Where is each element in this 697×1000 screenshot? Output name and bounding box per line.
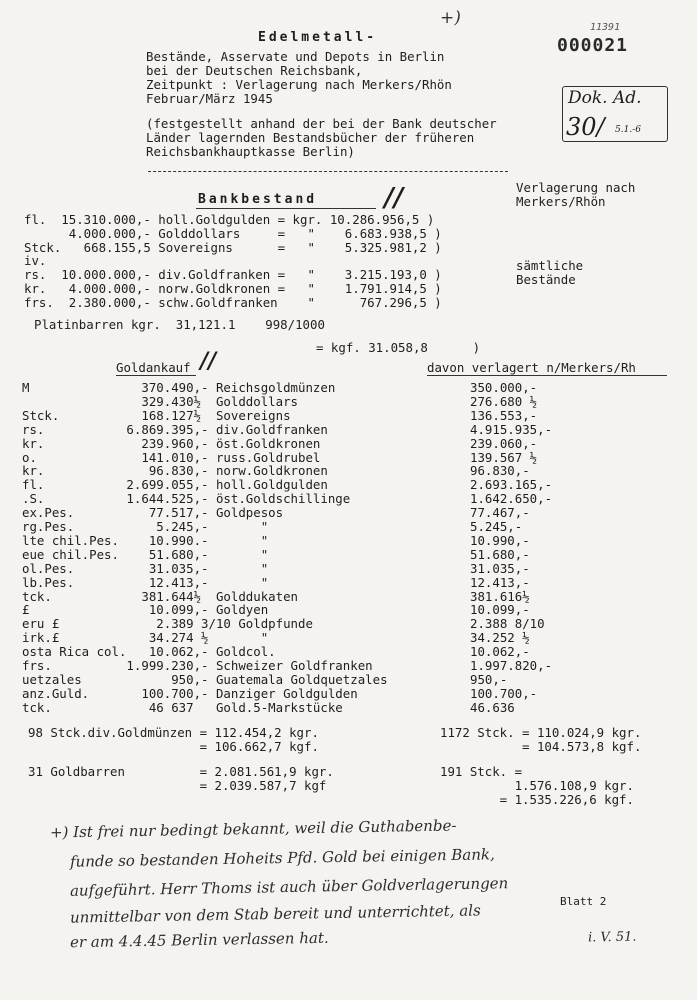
verlagert-row: 100.700,- [470,685,538,701]
dok-stamp-line1: Dok. Ad. [568,88,642,108]
bestaende-note: sämtliche [516,258,584,273]
bestaende-note: Bestände [516,272,576,287]
sum-left-line: = 2.039.587,7 kgf [28,778,327,793]
note-line: (festgestellt anhand der bei der Bank deutscher [146,116,497,131]
platin-row: Platinbarren kgr. 31,121.1 998/1000 [34,317,325,332]
goldankauf-row: lb.Pes. 12.413,- " [22,574,269,590]
goldankauf-mark: // [200,348,217,374]
handwritten-line: er am 4.4.45 Berlin verlassen hat. [69,928,329,952]
verlagert-underline [427,375,667,376]
note-line: Länder lagernden Bestandsbücher der früheren [146,130,475,145]
bank-row: fl. 15.310.000,- holl.Goldgulden = kgr. 10.286.956,5 ) [24,212,435,227]
goldankauf-row: Stck. 168.127½ Sovereigns [22,407,291,423]
subtitle-line: Bestände, Asservate und Depots in Berlin [146,49,445,64]
bank-row: rs. 10.000.000,- div.Goldfranken = " 3.215.193,0 ) [24,267,442,282]
verlagert-row: 5.245,- [470,519,523,534]
goldankauf-row: osta Rica col. 10.062,- Goldcol. [22,644,276,660]
verlagert-row: 1.642.650,- [470,491,553,507]
note-line: Reichsbankhauptkasse Berlin) [146,144,355,159]
verlagert-row: 2.388 8/10 [470,616,545,632]
goldankauf-row: rs. 6.869.395,- div.Goldfranken [22,421,328,437]
verlagert-row: 46.636 [470,699,515,715]
bankbestand-mark: // [384,183,403,213]
goldankauf-row: rg.Pes. 5.245,- " [22,519,269,534]
verlagerung-heading: Merkers/Rhön [516,194,606,209]
goldankauf-title: Goldankauf [116,360,191,375]
sum-right-line: 1172 Stck. = 110.024,9 kgr. [440,725,642,740]
goldankauf-underline [116,375,196,376]
goldankauf-row: uetzales 950,- Guatemala Goldquetzales [22,671,388,687]
handwritten-marker: +) [440,8,461,28]
verlagert-row: 239.060,- [470,435,538,451]
bank-total: = kgf. 31.058,8 ) [316,340,481,355]
goldankauf-row: frs. 1.999.230,- Schweizer Goldfranken [22,658,373,673]
goldankauf-row: tck. 46 637 Gold.5-Markstücke [22,699,343,715]
goldankauf-row: tck. 381.644½ Golddukaten [22,588,299,604]
verlagerung-heading: Verlagerung nach [516,180,636,195]
verlagert-row: 2.693.165,- [470,477,553,493]
verlagert-row: 276.680 ½ [470,393,538,409]
subtitle-line: Zeitpunkt : Verlagerung nach Merkers/Rhön [146,77,452,92]
goldankauf-row: eru £ 2.389 3/10 Goldpfunde [22,616,313,632]
handwritten-line: +) Ist frei nur bedingt bekannt, weil die Guthabenbe- [49,816,457,842]
verlagert-row: 350.000,- [470,380,538,395]
goldankauf-row: M 370.490,- Reichsgoldmünzen [22,380,336,395]
goldankauf-row: o. 141.010,- russ.Goldrubel [22,449,321,465]
subtitle-line: Februar/März 1945 [146,91,273,106]
goldankauf-row: lte chil.Pes. 10.990.- " [22,532,269,548]
bank-row: 4.000.000,- Golddollars = " 6.683.938,5 ) [24,226,442,241]
goldankauf-row: fl. 2.699.055,- holl.Goldgulden [22,477,328,493]
archive-stamp-small: 11391 [590,22,621,33]
verlagert-row: 136.553,- [470,407,538,423]
sum-right-line: 1.576.108,9 kgr. [440,778,634,793]
goldankauf-row: irk.£ 34.274 ½ " [22,630,269,646]
verlagert-row: 10.062,- [470,644,530,660]
handwritten-line: unmittelbar von dem Stab bereit und unterrichtet, als [69,901,481,927]
goldankauf-row: .S. 1.644.525,- öst.Goldschillinge [22,491,351,507]
goldankauf-row: 329.430½ Golddollars [22,393,299,409]
verlagert-row: 139.567 ½ [470,449,538,465]
goldankauf-row: ex.Pes. 77.517,- Goldpesos [22,505,284,521]
verlagert-row: 51.680,- [470,546,530,562]
goldankauf-row: eue chil.Pes. 51.680,- " [22,546,269,562]
section-divider [148,171,508,172]
verlagert-row: 381.616½ [470,588,530,604]
bankbestand-title: Bankbestand [198,192,318,207]
goldankauf-row: £ 10.099,- Goldyen [22,602,269,618]
dok-stamp-box [562,86,668,142]
bank-row: frs. 2.380.000,- schw.Goldfranken " 767.296,5 ) [24,295,442,310]
verlagert-row: 950,- [470,671,508,687]
verlagert-row: 31.035,- [470,560,530,576]
archive-stamp-number: 000021 [557,35,629,56]
sum-left-line: = 106.662,7 kgf. [28,739,319,754]
bank-row: iv. [24,253,47,268]
dok-stamp-line3: 5.1.-6 [615,125,641,135]
goldankauf-row: kr. 96.830,- norw.Goldkronen [22,463,328,479]
goldankauf-row: ol.Pes. 31.035,- " [22,560,269,576]
goldankauf-row: kr. 239.960,- öst.Goldkronen [22,435,321,451]
verlagert-row: 77.467,- [470,505,530,521]
verlagert-title: davon verlagert n/Merkers/Rh [427,360,636,375]
document-title: Edelmetall- [258,30,378,45]
verlagert-row: 1.997.820,- [470,658,553,673]
handwritten-line: funde so bestanden Hoheits Pfd. Gold bei einigen Bank, [69,845,495,871]
handwritten-line: aufgeführt. Herr Thoms ist auch über Goldverlagerungen [69,874,509,900]
sum-left-line: 31 Goldbarren = 2.081.561,9 kgr. [28,764,334,779]
verlagert-row: 10.990,- [470,532,530,548]
verlagert-row: 34.252 ½ [470,630,530,646]
verlagert-row: 12.413,- [470,574,530,590]
verlagert-row: 4.915.935,- [470,421,553,437]
handwritten-initials: i. V. 51. [587,929,637,946]
sum-right-line: = 104.573,8 kgf. [440,739,642,754]
subtitle-line: bei der Deutschen Reichsbank, [146,63,363,78]
sum-right-line: 191 Stck. = [440,764,523,779]
bank-row: kr. 4.000.000,- norw.Goldkronen = " 1.791.914,5 ) [24,281,442,296]
dok-stamp-line2: 30/ [566,113,605,141]
verlagert-row: 96.830,- [470,463,530,479]
sum-right-line: = 1.535.226,6 kgf. [440,792,634,807]
bank-row: Stck. 668.155,5 Sovereigns = " 5.325.981,2 ) [24,240,442,255]
goldankauf-row: anz.Guld. 100.700,- Danziger Goldgulden [22,685,358,701]
bankbestand-underline [196,208,376,209]
verlagert-row: 10.099,- [470,602,530,618]
blatt-label: Blatt 2 [560,895,607,908]
sum-left-line: 98 Stck.div.Goldmünzen = 112.454,2 kgr. [28,725,319,740]
